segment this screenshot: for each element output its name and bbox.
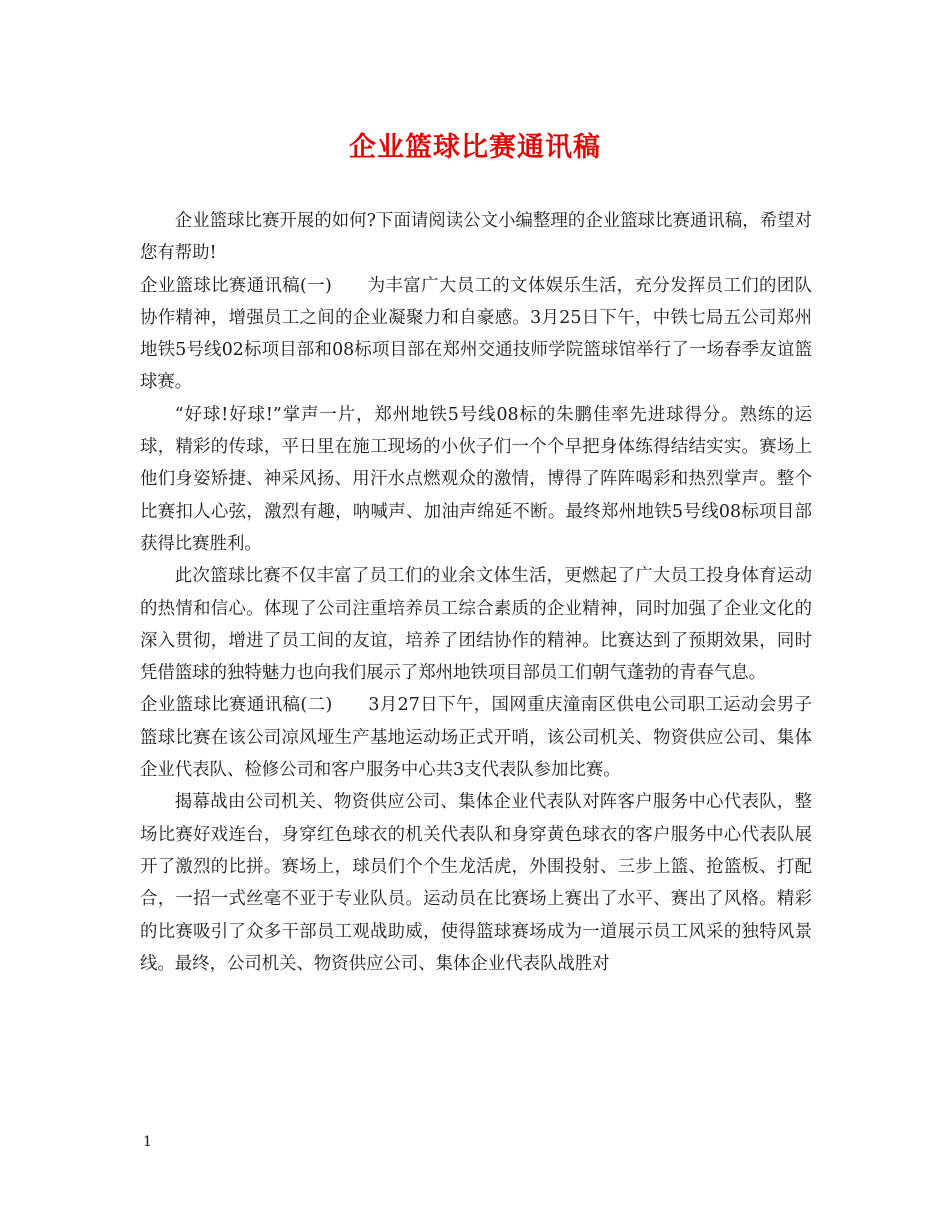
page-number: 1	[143, 1134, 152, 1150]
body-paragraph: 揭幕战由公司机关、物资供应公司、集体企业代表队对阵客户服务中心代表队，整场比赛好戏连台，身穿红色球衣的机关代表队和身穿黄色球衣的客户服务中心代表队展开了激烈的比拼。赛场上，球员们个个生龙活虎，外围投射、三步上篮、抢篮板、打配合，一招一式丝毫不亚于专业队员。运动员在比赛场上赛出了水平、赛出了风格。精彩的比赛吸引了众多干部员工观战助威，使得篮球赛场成为一道展示员工风采的独特风景线。最终，公司机关、物资供应公司、集体企业代表队战胜对	[140, 792, 812, 974]
body-paragraph: “好球!好球!”掌声一片，郑州地铁5号线08标的朱鹏佳率先进球得分。熟练的运球，精彩的传球，平日里在施工现场的小伙子们一个个早把身体练得结结实实。赛场上他们身姿矫捷、神采风扬、用汗水点燃观众的激情，博得了阵阵喝彩和热烈掌声。整个比赛扣人心弦，激烈有趣，呐喊声、加油声绵延不断。最终郑州地铁5号线08标项目部获得比赛胜利。	[140, 404, 812, 554]
body-paragraph: 此次篮球比赛不仅丰富了员工们的业余文体生活，更燃起了广大员工投身体育运动的热情和信心。体现了公司注重培养员工综合素质的企业精神，同时加强了企业文化的深入贯彻，增进了员工间的友谊，培养了团结协作的精神。比赛达到了预期效果，同时凭借篮球的独特魅力也向我们展示了郑州地铁项目部员工们朝气蓬勃的青春气息。	[140, 566, 812, 684]
section-one-paragraph: 企业篮球比赛通讯稿(一) 为丰富广大员工的文体娱乐生活，充分发挥员工们的团队协作精神，增强员工之间的企业凝聚力和自豪感。3月25日下午，中铁七局五公司郑州地铁5号线02标项目部和08标项目部在郑州交通技师学院篮球馆举行了一场春季友谊篮球赛。	[140, 275, 812, 393]
document-title: 企业篮球比赛通讯稿	[349, 132, 601, 163]
intro-paragraph: 企业篮球比赛开展的如何?下面请阅读公文小编整理的企业篮球比赛通讯稿，希望对您有帮助!	[140, 211, 812, 264]
document-body	[140, 205, 812, 980]
section-two-paragraph: 企业篮球比赛通讯稿(二) 3月27日下午，国网重庆潼南区供电公司职工运动会男子篮球比赛在该公司凉风垭生产基地运动场正式开哨，该公司机关、物资供应公司、集体企业代表队、检修公司和客户服务中心共3支代表队参加比赛。	[140, 695, 812, 781]
